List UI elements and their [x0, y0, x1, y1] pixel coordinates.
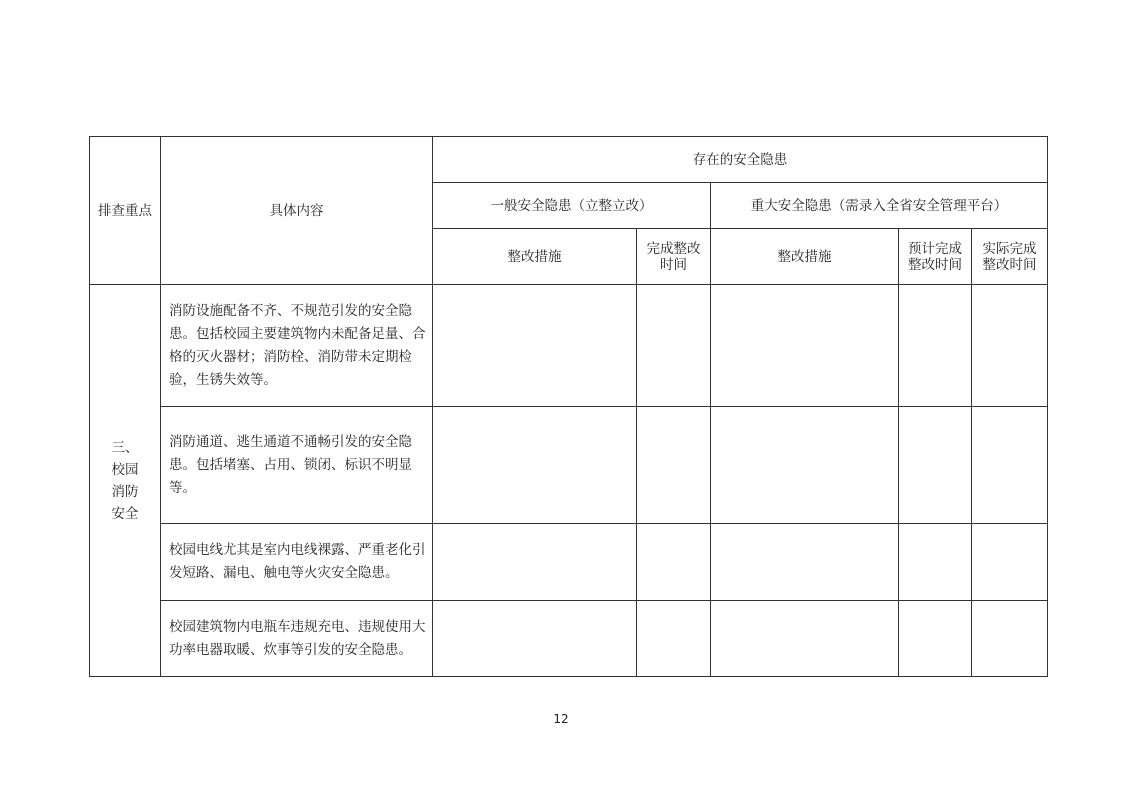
header-major-actual-time-line2: 整改时间 — [982, 256, 1037, 273]
table-row — [90, 285, 1048, 407]
row-content: 消防通道、逃生通道不通畅引发的安全隐患。包括堵塞、占用、锁闭、标识不明显等。 — [161, 407, 433, 524]
header-major-hazards: 重大安全隐患（需录入全省安全管理平台） — [711, 183, 1048, 229]
header-general-completion-time-line1: 完成整改 — [646, 240, 701, 257]
header-focus: 排查重点 — [90, 137, 161, 285]
section-line: 消防 — [111, 483, 139, 500]
header-major-actual-time — [972, 229, 1048, 285]
header-general-hazards: 一般安全隐患（立整立改） — [433, 183, 711, 229]
empty-cell — [899, 407, 972, 524]
row-content: 校园建筑物内电瓶车违规充电、违规使用大功率电器取暖、炊事等引发的安全隐患。 — [161, 601, 433, 677]
header-general-completion-time-line2: 时间 — [660, 256, 687, 273]
header-hazards: 存在的安全隐患 — [433, 137, 1048, 183]
empty-cell — [972, 407, 1048, 524]
empty-cell — [972, 285, 1048, 407]
header-major-planned-time — [899, 229, 972, 285]
empty-cell — [637, 524, 711, 601]
empty-cell — [899, 524, 972, 601]
empty-cell — [899, 601, 972, 677]
empty-cell — [637, 601, 711, 677]
empty-cell — [711, 407, 899, 524]
empty-cell — [637, 285, 711, 407]
empty-cell — [433, 285, 637, 407]
empty-cell — [433, 407, 637, 524]
empty-cell — [637, 407, 711, 524]
table-row — [90, 524, 1048, 601]
empty-cell — [899, 285, 972, 407]
section-line: 三、 — [111, 439, 139, 456]
empty-cell — [433, 524, 637, 601]
empty-cell — [711, 601, 899, 677]
table-row — [90, 601, 1048, 677]
header-major-actual-time-line1: 实际完成 — [982, 240, 1037, 257]
section-line: 校园 — [111, 461, 139, 478]
hazard-inspection-table — [89, 136, 1048, 677]
header-general-measures: 整改措施 — [433, 229, 637, 285]
table-row — [90, 407, 1048, 524]
empty-cell — [972, 524, 1048, 601]
header-major-measures: 整改措施 — [711, 229, 899, 285]
empty-cell — [711, 285, 899, 407]
section-line: 安全 — [111, 505, 139, 522]
row-content: 校园电线尤其是室内电线裸露、严重老化引发短路、漏电、触电等火灾安全隐患。 — [161, 524, 433, 601]
header-general-completion-time — [637, 229, 711, 285]
section-fire-safety — [90, 285, 161, 677]
page-number: 12 — [553, 712, 569, 726]
header-major-planned-time-line1: 预计完成 — [908, 240, 962, 257]
header-major-planned-time-line2: 整改时间 — [908, 256, 962, 273]
empty-cell — [711, 524, 899, 601]
header-content: 具体内容 — [161, 137, 433, 285]
row-content: 消防设施配备不齐、不规范引发的安全隐患。包括校园主要建筑物内未配备足量、合格的灭火器材；消防栓、消防带未定期检验，生锈失效等。 — [161, 285, 433, 407]
empty-cell — [433, 601, 637, 677]
empty-cell — [972, 601, 1048, 677]
